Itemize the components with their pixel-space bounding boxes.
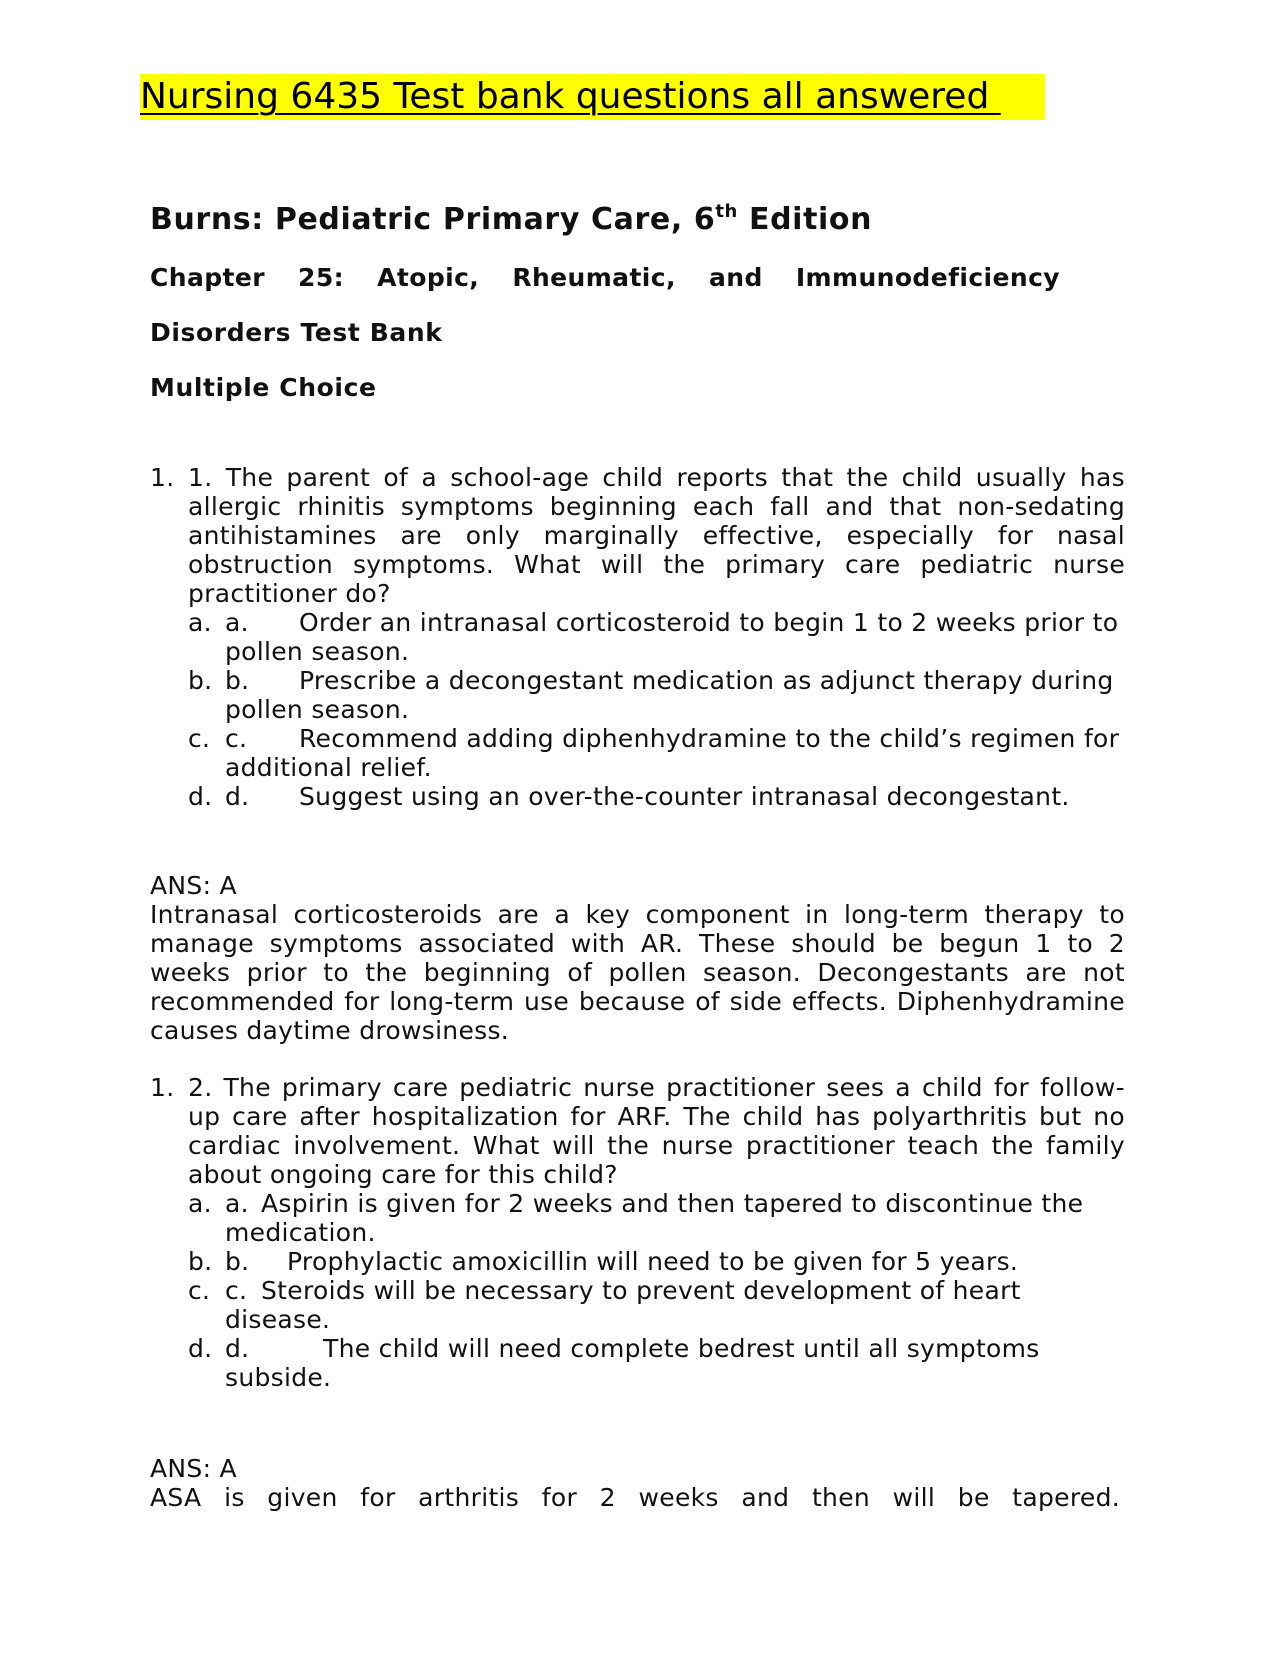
- option-a: [188, 608, 1125, 666]
- option-label: a.: [225, 608, 249, 637]
- option-text: Suggest using an over-the-counter intranasal decongestant.: [299, 782, 1070, 811]
- option-label: a.: [225, 1189, 249, 1218]
- book-title-end: Edition: [737, 202, 873, 237]
- option-text: Prophylactic amoxicillin will need to be given for 5 years.: [287, 1247, 1019, 1276]
- answer-block-1: [150, 871, 1125, 1045]
- option-c: [188, 724, 1125, 782]
- option-b: [188, 666, 1125, 724]
- option-letter: c.: [188, 1276, 211, 1305]
- option-letter: d.: [188, 782, 213, 811]
- document-banner-title: Nursing 6435 Test bank questions all answered: [140, 74, 1045, 120]
- option-d: [188, 782, 1125, 811]
- option-d: [188, 1334, 1125, 1392]
- question-number: 1.: [150, 463, 175, 492]
- question-stem: 2. The primary care pediatric nurse practitioner sees a child for follow-up care after hospitalization for ARF. The child has polyarthritis but no cardiac involvement. What will the nurse practitioner teach the family about ongoing care for this child?: [188, 1073, 1125, 1189]
- option-letter: b.: [188, 1247, 213, 1276]
- option-a: [188, 1189, 1125, 1247]
- chapter-title-line1: Chapter 25: Atopic, Rheumatic, and Immunodeficiency: [150, 263, 1060, 292]
- option-text: Recommend adding diphenhydramine to the child’s regimen for additional relief.: [225, 724, 1120, 782]
- section-heading: Multiple Choice: [150, 373, 377, 402]
- option-c: [188, 1276, 1125, 1334]
- answer-block-2: [150, 1454, 1125, 1512]
- option-text: Order an intranasal corticosteroid to begin 1 to 2 weeks prior to pollen season.: [225, 608, 1119, 666]
- option-text: Aspirin is given for 2 weeks and then tapered to discontinue the medication.: [225, 1189, 1084, 1247]
- option-letter: a.: [188, 1189, 212, 1218]
- question-1: [150, 463, 1125, 811]
- option-label: d.: [225, 1334, 250, 1363]
- answer-rationale: Intranasal corticosteroids are a key component in long-term therapy to manage symptoms associated with AR. These should be begun 1 to 2 weeks prior to the beginning of pollen season. Decongestants are not recommended for long-term use because of side effects. Diphenhydramine causes daytime drowsiness.: [150, 900, 1125, 1045]
- option-label: c.: [225, 1276, 248, 1305]
- answer-key: ANS: A: [150, 871, 237, 900]
- book-title: [150, 202, 872, 237]
- option-b: [188, 1247, 1125, 1276]
- option-label: b.: [225, 1247, 250, 1276]
- question-2: [150, 1073, 1125, 1392]
- option-text: The child will need complete bedrest until all symptoms subside.: [225, 1334, 1040, 1392]
- option-label: d.: [225, 782, 250, 811]
- chapter-title-line2: Disorders Test Bank: [150, 318, 443, 347]
- answer-rationale: ASA is given for arthritis for 2 weeks and then will be tapered.: [150, 1483, 1120, 1512]
- option-letter: a.: [188, 608, 212, 637]
- question-stem: 1. The parent of a school-age child reports that the child usually has allergic rhinitis symptoms beginning each fall and that non-sedating antihistamines are only marginally effective, especially for nasal obstruction symptoms. What will the primary care pediatric nurse practitioner do?: [188, 463, 1125, 608]
- book-title-main: Burns: Pediatric Primary Care, 6: [150, 202, 716, 237]
- book-title-superscript: th: [715, 201, 738, 222]
- option-letter: d.: [188, 1334, 213, 1363]
- option-letter: c.: [188, 724, 211, 753]
- option-label: b.: [225, 666, 250, 695]
- option-text: Prescribe a decongestant medication as adjunct therapy during pollen season.: [225, 666, 1114, 724]
- option-text: Steroids will be necessary to prevent development of heart disease.: [225, 1276, 1021, 1334]
- option-label: c.: [225, 724, 248, 753]
- option-letter: b.: [188, 666, 213, 695]
- question-number: 1.: [150, 1073, 175, 1102]
- answer-key: ANS: A: [150, 1454, 237, 1483]
